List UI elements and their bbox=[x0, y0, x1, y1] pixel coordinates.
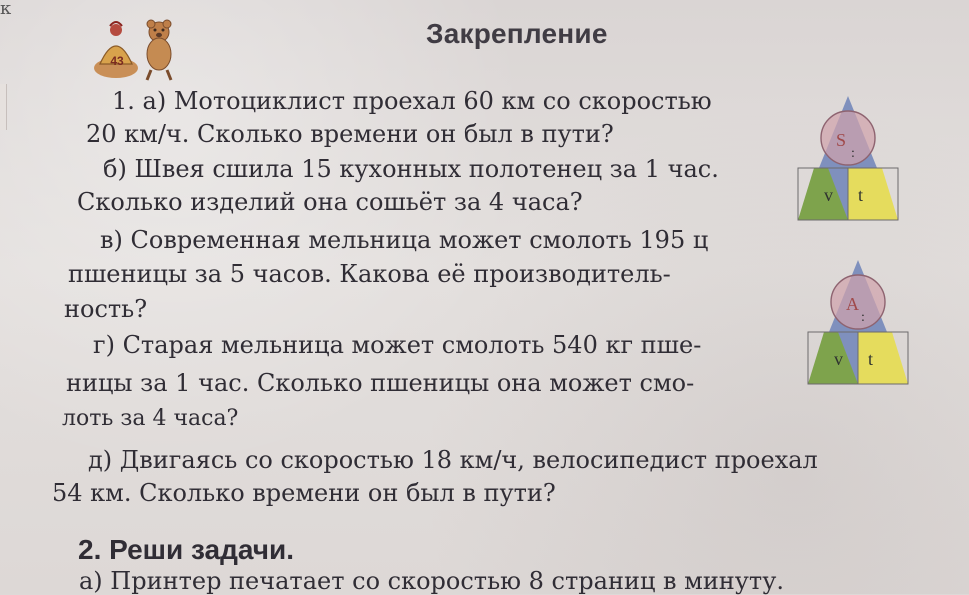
exercise-1-line-4: Сколько изделий она сошьёт за 4 часа? bbox=[77, 188, 583, 216]
triangle-right-symbol: t bbox=[868, 349, 874, 369]
formula-triangle-speed-distance bbox=[796, 94, 900, 222]
bear-icon bbox=[88, 12, 178, 84]
exercise-1-line-3: б) Швея сшила 15 кухонных полотенец за 1 час. bbox=[103, 155, 719, 183]
exercise-1-line-12: 54 км. Сколько времени он был в пути? bbox=[52, 479, 556, 507]
exercise-1-line-1: 1. а) Мотоциклист проехал 60 км со скоростью bbox=[112, 87, 712, 115]
exercise-1-line-2: 20 км/ч. Сколько времени он был в пути? bbox=[86, 120, 614, 148]
exercise-1-line-8: г) Старая мельница может смолоть 540 кг пше- bbox=[93, 331, 702, 359]
triangle-right-segment bbox=[848, 168, 898, 220]
triangle-separator: : bbox=[861, 310, 865, 325]
exercise-1-line-10: лоть за 4 часа? bbox=[62, 406, 239, 431]
formula-triangle-graphic bbox=[796, 94, 900, 222]
exercise-2-heading: 2. Реши задачи. bbox=[78, 534, 295, 565]
exercise-1-line-11: д) Двигаясь со скоростью 18 км/ч, велосипедист проехал bbox=[88, 446, 818, 474]
lesson-badge bbox=[88, 12, 178, 84]
exercise-1-line-6: пшеницы за 5 часов. Какова её производитель- bbox=[68, 260, 671, 288]
triangle-top-symbol: A bbox=[846, 294, 859, 314]
formula-triangle-graphic bbox=[806, 258, 910, 386]
triangle-left-symbol: v bbox=[824, 185, 833, 205]
exercise-1-line-7: ность? bbox=[64, 295, 148, 323]
corner-mark: к bbox=[0, 0, 12, 19]
triangle-right-symbol: t bbox=[858, 185, 864, 205]
page-edge bbox=[0, 84, 7, 130]
exercise-1-line-5: в) Современная мельница может смолоть 195 ц bbox=[100, 226, 709, 254]
exercise-1-line-9: ницы за 1 час. Сколько пшеницы она может смо- bbox=[66, 369, 695, 397]
lesson-number: 43 bbox=[110, 54, 124, 68]
formula-triangle-work-rate bbox=[806, 258, 910, 386]
triangle-circle-highlight bbox=[821, 111, 875, 165]
triangle-left-symbol: v bbox=[834, 349, 843, 369]
triangle-top-symbol: S bbox=[836, 130, 847, 150]
section-title: Закрепление bbox=[426, 18, 608, 49]
triangle-right-segment bbox=[858, 332, 908, 384]
triangle-separator: : bbox=[851, 146, 855, 161]
exercise-2-partial-line: а) Принтер печатает со скоростью 8 страниц в минуту. bbox=[79, 567, 784, 595]
